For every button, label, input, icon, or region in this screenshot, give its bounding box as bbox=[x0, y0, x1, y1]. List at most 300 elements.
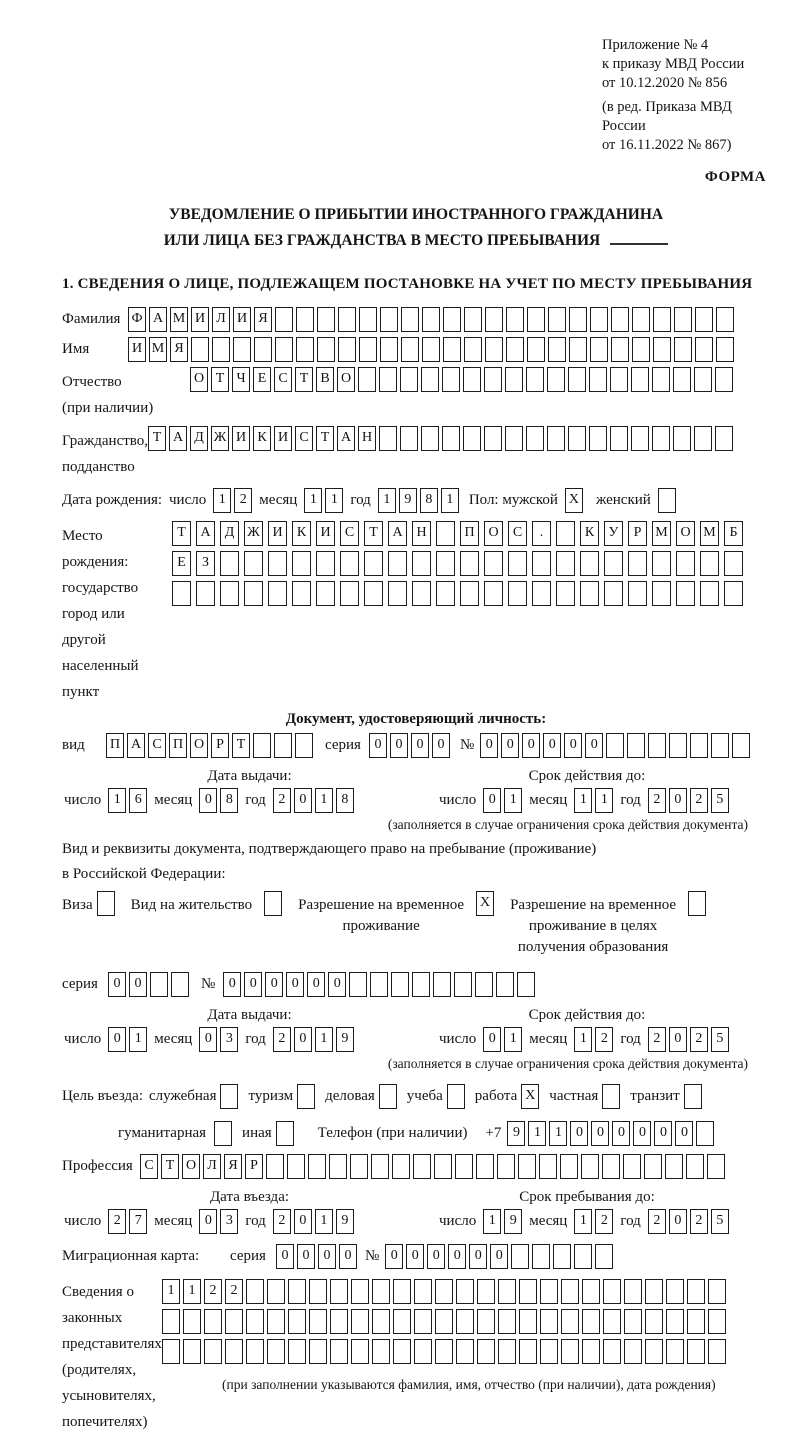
birth-year-cells[interactable] bbox=[378, 488, 459, 513]
char-cell[interactable] bbox=[687, 1309, 705, 1334]
char-cell[interactable] bbox=[330, 1309, 348, 1334]
firstname-cells[interactable] bbox=[128, 337, 734, 362]
char-cell[interactable]: 0 bbox=[406, 1244, 424, 1269]
purpose-business-checkbox[interactable] bbox=[379, 1084, 397, 1109]
char-cell[interactable] bbox=[97, 891, 115, 916]
char-cell[interactable] bbox=[421, 426, 439, 451]
char-cell[interactable]: 1 bbox=[315, 1027, 333, 1052]
char-cell[interactable]: 1 bbox=[183, 1279, 201, 1304]
char-cell[interactable] bbox=[690, 733, 708, 758]
char-cell[interactable] bbox=[645, 1279, 663, 1304]
char-cell[interactable]: 0 bbox=[385, 1244, 403, 1269]
char-cell[interactable]: П bbox=[169, 733, 187, 758]
char-cell[interactable]: 9 bbox=[504, 1209, 522, 1234]
char-cell[interactable] bbox=[561, 1279, 579, 1304]
char-cell[interactable] bbox=[412, 972, 430, 997]
char-cell[interactable] bbox=[317, 337, 335, 362]
char-cell[interactable] bbox=[338, 307, 356, 332]
char-cell[interactable] bbox=[476, 1154, 494, 1179]
char-cell[interactable] bbox=[508, 551, 527, 576]
char-cell[interactable]: 0 bbox=[244, 972, 262, 997]
char-cell[interactable]: 0 bbox=[199, 788, 217, 813]
char-cell[interactable] bbox=[296, 337, 314, 362]
char-cell[interactable] bbox=[183, 1309, 201, 1334]
char-cell[interactable]: 0 bbox=[318, 1244, 336, 1269]
char-cell[interactable] bbox=[624, 1309, 642, 1334]
char-cell[interactable] bbox=[688, 891, 706, 916]
char-cell[interactable]: 0 bbox=[483, 788, 501, 813]
residence-permit-checkbox[interactable] bbox=[264, 891, 282, 916]
birthplace-cells-row2[interactable] bbox=[172, 551, 743, 576]
char-cell[interactable]: Л bbox=[203, 1154, 221, 1179]
char-cell[interactable] bbox=[631, 367, 649, 392]
char-cell[interactable] bbox=[519, 1309, 537, 1334]
char-cell[interactable]: 1 bbox=[595, 788, 613, 813]
char-cell[interactable] bbox=[540, 1309, 558, 1334]
char-cell[interactable]: 5 bbox=[711, 1027, 729, 1052]
char-cell[interactable]: И bbox=[274, 426, 292, 451]
char-cell[interactable]: 2 bbox=[204, 1279, 222, 1304]
entry-month-cells[interactable] bbox=[199, 1209, 238, 1234]
char-cell[interactable]: Т bbox=[211, 367, 229, 392]
char-cell[interactable] bbox=[631, 426, 649, 451]
birth-month-cells[interactable] bbox=[304, 488, 343, 513]
char-cell[interactable] bbox=[401, 307, 419, 332]
char-cell[interactable]: X bbox=[521, 1084, 539, 1109]
char-cell[interactable]: 5 bbox=[711, 788, 729, 813]
res-valid-day-cells[interactable] bbox=[483, 1027, 522, 1052]
char-cell[interactable] bbox=[556, 581, 575, 606]
char-cell[interactable] bbox=[561, 1309, 579, 1334]
char-cell[interactable]: 0 bbox=[669, 1027, 687, 1052]
char-cell[interactable]: Б bbox=[724, 521, 743, 546]
char-cell[interactable] bbox=[433, 972, 451, 997]
char-cell[interactable]: 0 bbox=[543, 733, 561, 758]
char-cell[interactable] bbox=[225, 1339, 243, 1364]
char-cell[interactable] bbox=[246, 1279, 264, 1304]
char-cell[interactable] bbox=[497, 1154, 515, 1179]
char-cell[interactable]: 0 bbox=[654, 1121, 672, 1146]
char-cell[interactable] bbox=[370, 972, 388, 997]
stay-year-cells[interactable] bbox=[648, 1209, 729, 1234]
char-cell[interactable] bbox=[665, 1154, 683, 1179]
char-cell[interactable] bbox=[214, 1121, 232, 1146]
char-cell[interactable] bbox=[603, 1279, 621, 1304]
char-cell[interactable]: Т bbox=[148, 426, 166, 451]
char-cell[interactable]: . bbox=[532, 521, 551, 546]
char-cell[interactable] bbox=[556, 521, 575, 546]
char-cell[interactable]: 1 bbox=[315, 788, 333, 813]
res-issue-day-cells[interactable] bbox=[108, 1027, 147, 1052]
char-cell[interactable] bbox=[380, 337, 398, 362]
char-cell[interactable] bbox=[695, 337, 713, 362]
birth-day-cells[interactable] bbox=[213, 488, 252, 513]
char-cell[interactable] bbox=[359, 307, 377, 332]
char-cell[interactable] bbox=[267, 1279, 285, 1304]
char-cell[interactable] bbox=[191, 337, 209, 362]
char-cell[interactable] bbox=[392, 1154, 410, 1179]
char-cell[interactable]: А bbox=[169, 426, 187, 451]
char-cell[interactable] bbox=[244, 551, 263, 576]
char-cell[interactable]: Н bbox=[412, 521, 431, 546]
doc-issue-day-cells[interactable] bbox=[108, 788, 147, 813]
char-cell[interactable] bbox=[653, 337, 671, 362]
char-cell[interactable] bbox=[632, 307, 650, 332]
char-cell[interactable] bbox=[244, 581, 263, 606]
char-cell[interactable] bbox=[330, 1279, 348, 1304]
char-cell[interactable] bbox=[359, 337, 377, 362]
char-cell[interactable] bbox=[447, 1084, 465, 1109]
purpose-transit-checkbox[interactable] bbox=[684, 1084, 702, 1109]
char-cell[interactable] bbox=[674, 337, 692, 362]
legal-reps-cells-row1[interactable] bbox=[162, 1279, 726, 1304]
char-cell[interactable]: 0 bbox=[669, 1209, 687, 1234]
char-cell[interactable] bbox=[653, 307, 671, 332]
char-cell[interactable] bbox=[351, 1309, 369, 1334]
char-cell[interactable] bbox=[412, 551, 431, 576]
surname-cells[interactable] bbox=[128, 307, 734, 332]
char-cell[interactable] bbox=[254, 337, 272, 362]
char-cell[interactable]: В bbox=[316, 367, 334, 392]
char-cell[interactable] bbox=[532, 1244, 550, 1269]
temp-residence-checkbox[interactable] bbox=[476, 891, 494, 916]
doc-series-cells[interactable] bbox=[369, 733, 450, 758]
char-cell[interactable] bbox=[436, 521, 455, 546]
char-cell[interactable]: 0 bbox=[369, 733, 387, 758]
char-cell[interactable] bbox=[652, 367, 670, 392]
char-cell[interactable] bbox=[518, 1154, 536, 1179]
char-cell[interactable] bbox=[435, 1339, 453, 1364]
char-cell[interactable] bbox=[401, 337, 419, 362]
char-cell[interactable]: Р bbox=[628, 521, 647, 546]
char-cell[interactable] bbox=[204, 1309, 222, 1334]
char-cell[interactable] bbox=[484, 367, 502, 392]
char-cell[interactable]: 0 bbox=[307, 972, 325, 997]
char-cell[interactable]: 0 bbox=[286, 972, 304, 997]
char-cell[interactable]: 0 bbox=[483, 1027, 501, 1052]
char-cell[interactable] bbox=[724, 551, 743, 576]
char-cell[interactable] bbox=[364, 581, 383, 606]
char-cell[interactable] bbox=[463, 426, 481, 451]
char-cell[interactable] bbox=[580, 551, 599, 576]
char-cell[interactable] bbox=[628, 551, 647, 576]
char-cell[interactable] bbox=[560, 1154, 578, 1179]
char-cell[interactable] bbox=[595, 1244, 613, 1269]
char-cell[interactable] bbox=[652, 581, 671, 606]
char-cell[interactable] bbox=[506, 337, 524, 362]
char-cell[interactable] bbox=[532, 581, 551, 606]
char-cell[interactable] bbox=[527, 337, 545, 362]
doc-issue-year-cells[interactable] bbox=[273, 788, 354, 813]
char-cell[interactable]: О bbox=[484, 521, 503, 546]
char-cell[interactable] bbox=[460, 551, 479, 576]
char-cell[interactable] bbox=[581, 1154, 599, 1179]
birthplace-cells-row1[interactable] bbox=[172, 521, 743, 546]
char-cell[interactable] bbox=[582, 1309, 600, 1334]
char-cell[interactable]: 0 bbox=[585, 733, 603, 758]
char-cell[interactable] bbox=[434, 1154, 452, 1179]
char-cell[interactable] bbox=[484, 426, 502, 451]
char-cell[interactable]: 0 bbox=[108, 1027, 126, 1052]
char-cell[interactable] bbox=[220, 581, 239, 606]
char-cell[interactable]: 0 bbox=[570, 1121, 588, 1146]
res-valid-year-cells[interactable] bbox=[648, 1027, 729, 1052]
char-cell[interactable] bbox=[652, 551, 671, 576]
char-cell[interactable] bbox=[309, 1309, 327, 1334]
char-cell[interactable]: Т bbox=[172, 521, 191, 546]
char-cell[interactable] bbox=[350, 1154, 368, 1179]
char-cell[interactable] bbox=[602, 1154, 620, 1179]
char-cell[interactable]: 0 bbox=[501, 733, 519, 758]
char-cell[interactable]: Я bbox=[224, 1154, 242, 1179]
char-cell[interactable] bbox=[732, 733, 750, 758]
char-cell[interactable] bbox=[171, 972, 189, 997]
char-cell[interactable] bbox=[580, 581, 599, 606]
char-cell[interactable]: И bbox=[128, 337, 146, 362]
char-cell[interactable]: 0 bbox=[199, 1027, 217, 1052]
char-cell[interactable] bbox=[724, 581, 743, 606]
char-cell[interactable]: 5 bbox=[711, 1209, 729, 1234]
char-cell[interactable] bbox=[220, 551, 239, 576]
char-cell[interactable]: 3 bbox=[220, 1027, 238, 1052]
char-cell[interactable] bbox=[463, 367, 481, 392]
char-cell[interactable] bbox=[568, 426, 586, 451]
phone-cells[interactable] bbox=[507, 1121, 714, 1146]
char-cell[interactable] bbox=[150, 972, 168, 997]
doc-kind-cells[interactable] bbox=[106, 733, 313, 758]
char-cell[interactable]: 1 bbox=[549, 1121, 567, 1146]
char-cell[interactable] bbox=[687, 1339, 705, 1364]
char-cell[interactable]: 0 bbox=[108, 972, 126, 997]
char-cell[interactable] bbox=[172, 581, 191, 606]
char-cell[interactable] bbox=[292, 551, 311, 576]
char-cell[interactable] bbox=[275, 307, 293, 332]
char-cell[interactable]: 0 bbox=[522, 733, 540, 758]
char-cell[interactable]: 1 bbox=[108, 788, 126, 813]
char-cell[interactable] bbox=[548, 307, 566, 332]
char-cell[interactable]: С bbox=[508, 521, 527, 546]
char-cell[interactable] bbox=[604, 581, 623, 606]
char-cell[interactable] bbox=[212, 337, 230, 362]
char-cell[interactable] bbox=[602, 1084, 620, 1109]
char-cell[interactable]: О bbox=[190, 367, 208, 392]
mig-number-cells[interactable] bbox=[385, 1244, 613, 1269]
char-cell[interactable] bbox=[393, 1339, 411, 1364]
char-cell[interactable]: С bbox=[148, 733, 166, 758]
char-cell[interactable] bbox=[582, 1339, 600, 1364]
char-cell[interactable]: 0 bbox=[490, 1244, 508, 1269]
char-cell[interactable] bbox=[233, 337, 251, 362]
char-cell[interactable] bbox=[694, 367, 712, 392]
char-cell[interactable] bbox=[484, 581, 503, 606]
char-cell[interactable]: 1 bbox=[483, 1209, 501, 1234]
char-cell[interactable]: Т bbox=[316, 426, 334, 451]
char-cell[interactable]: Н bbox=[358, 426, 376, 451]
char-cell[interactable]: 2 bbox=[234, 488, 252, 513]
char-cell[interactable] bbox=[590, 337, 608, 362]
char-cell[interactable] bbox=[708, 1339, 726, 1364]
char-cell[interactable]: Д bbox=[190, 426, 208, 451]
char-cell[interactable] bbox=[442, 426, 460, 451]
char-cell[interactable] bbox=[527, 307, 545, 332]
char-cell[interactable] bbox=[464, 307, 482, 332]
char-cell[interactable]: Ж bbox=[211, 426, 229, 451]
char-cell[interactable] bbox=[547, 426, 565, 451]
char-cell[interactable]: 0 bbox=[328, 972, 346, 997]
char-cell[interactable]: 0 bbox=[591, 1121, 609, 1146]
char-cell[interactable] bbox=[632, 337, 650, 362]
char-cell[interactable] bbox=[532, 551, 551, 576]
char-cell[interactable]: О bbox=[182, 1154, 200, 1179]
char-cell[interactable]: 2 bbox=[648, 1209, 666, 1234]
char-cell[interactable]: А bbox=[196, 521, 215, 546]
char-cell[interactable] bbox=[623, 1154, 641, 1179]
char-cell[interactable] bbox=[364, 551, 383, 576]
char-cell[interactable] bbox=[627, 733, 645, 758]
char-cell[interactable]: 2 bbox=[648, 1027, 666, 1052]
char-cell[interactable] bbox=[274, 733, 292, 758]
char-cell[interactable] bbox=[162, 1309, 180, 1334]
char-cell[interactable] bbox=[379, 367, 397, 392]
char-cell[interactable] bbox=[379, 1084, 397, 1109]
res-series-cells[interactable] bbox=[108, 972, 189, 997]
char-cell[interactable] bbox=[498, 1279, 516, 1304]
char-cell[interactable] bbox=[511, 1244, 529, 1269]
char-cell[interactable]: 0 bbox=[432, 733, 450, 758]
char-cell[interactable] bbox=[582, 1279, 600, 1304]
char-cell[interactable] bbox=[220, 1084, 238, 1109]
char-cell[interactable] bbox=[498, 1309, 516, 1334]
sex-male-checkbox[interactable] bbox=[565, 488, 583, 513]
char-cell[interactable] bbox=[610, 367, 628, 392]
char-cell[interactable]: 0 bbox=[480, 733, 498, 758]
char-cell[interactable]: 0 bbox=[675, 1121, 693, 1146]
char-cell[interactable]: 2 bbox=[225, 1279, 243, 1304]
char-cell[interactable]: 2 bbox=[595, 1027, 613, 1052]
char-cell[interactable]: А bbox=[388, 521, 407, 546]
char-cell[interactable] bbox=[694, 426, 712, 451]
char-cell[interactable] bbox=[292, 581, 311, 606]
char-cell[interactable]: Ч bbox=[232, 367, 250, 392]
doc-valid-day-cells[interactable] bbox=[483, 788, 522, 813]
char-cell[interactable] bbox=[464, 337, 482, 362]
char-cell[interactable]: К bbox=[253, 426, 271, 451]
char-cell[interactable] bbox=[477, 1339, 495, 1364]
char-cell[interactable] bbox=[340, 581, 359, 606]
char-cell[interactable] bbox=[276, 1121, 294, 1146]
char-cell[interactable] bbox=[288, 1339, 306, 1364]
char-cell[interactable]: 2 bbox=[273, 1027, 291, 1052]
purpose-other-checkbox[interactable] bbox=[276, 1121, 294, 1146]
char-cell[interactable] bbox=[687, 1279, 705, 1304]
char-cell[interactable]: Ф bbox=[128, 307, 146, 332]
legal-reps-cells-row3[interactable] bbox=[162, 1339, 726, 1364]
char-cell[interactable]: 8 bbox=[220, 788, 238, 813]
char-cell[interactable]: 0 bbox=[633, 1121, 651, 1146]
char-cell[interactable]: 0 bbox=[612, 1121, 630, 1146]
char-cell[interactable]: С bbox=[295, 426, 313, 451]
char-cell[interactable] bbox=[611, 337, 629, 362]
char-cell[interactable] bbox=[316, 581, 335, 606]
char-cell[interactable]: 2 bbox=[108, 1209, 126, 1234]
char-cell[interactable] bbox=[268, 551, 287, 576]
char-cell[interactable]: Т bbox=[364, 521, 383, 546]
char-cell[interactable] bbox=[517, 972, 535, 997]
char-cell[interactable] bbox=[267, 1339, 285, 1364]
char-cell[interactable] bbox=[412, 581, 431, 606]
char-cell[interactable] bbox=[372, 1279, 390, 1304]
char-cell[interactable] bbox=[505, 367, 523, 392]
char-cell[interactable] bbox=[288, 1309, 306, 1334]
char-cell[interactable] bbox=[716, 337, 734, 362]
char-cell[interactable]: М bbox=[149, 337, 167, 362]
char-cell[interactable]: 2 bbox=[273, 1209, 291, 1234]
char-cell[interactable]: 2 bbox=[648, 788, 666, 813]
char-cell[interactable]: Т bbox=[161, 1154, 179, 1179]
char-cell[interactable]: 0 bbox=[390, 733, 408, 758]
birthplace-cells-row3[interactable] bbox=[172, 581, 743, 606]
char-cell[interactable] bbox=[700, 581, 719, 606]
char-cell[interactable] bbox=[540, 1339, 558, 1364]
char-cell[interactable]: 1 bbox=[304, 488, 322, 513]
char-cell[interactable] bbox=[309, 1339, 327, 1364]
char-cell[interactable] bbox=[422, 337, 440, 362]
char-cell[interactable] bbox=[455, 1154, 473, 1179]
char-cell[interactable]: 0 bbox=[427, 1244, 445, 1269]
char-cell[interactable]: 0 bbox=[223, 972, 241, 997]
stay-month-cells[interactable] bbox=[574, 1209, 613, 1234]
char-cell[interactable] bbox=[676, 581, 695, 606]
char-cell[interactable] bbox=[297, 1084, 315, 1109]
char-cell[interactable]: 0 bbox=[564, 733, 582, 758]
purpose-tourism-checkbox[interactable] bbox=[297, 1084, 315, 1109]
char-cell[interactable] bbox=[645, 1309, 663, 1334]
char-cell[interactable]: 0 bbox=[276, 1244, 294, 1269]
char-cell[interactable] bbox=[652, 426, 670, 451]
char-cell[interactable] bbox=[372, 1339, 390, 1364]
char-cell[interactable] bbox=[674, 307, 692, 332]
char-cell[interactable] bbox=[183, 1339, 201, 1364]
char-cell[interactable] bbox=[666, 1309, 684, 1334]
char-cell[interactable] bbox=[268, 581, 287, 606]
char-cell[interactable] bbox=[379, 426, 397, 451]
char-cell[interactable]: 0 bbox=[297, 1244, 315, 1269]
char-cell[interactable] bbox=[696, 1121, 714, 1146]
char-cell[interactable] bbox=[561, 1339, 579, 1364]
char-cell[interactable] bbox=[246, 1339, 264, 1364]
char-cell[interactable]: 7 bbox=[129, 1209, 147, 1234]
char-cell[interactable]: И bbox=[268, 521, 287, 546]
char-cell[interactable]: З bbox=[196, 551, 215, 576]
char-cell[interactable] bbox=[715, 367, 733, 392]
char-cell[interactable]: 1 bbox=[574, 1209, 592, 1234]
char-cell[interactable] bbox=[351, 1279, 369, 1304]
char-cell[interactable]: 1 bbox=[441, 488, 459, 513]
char-cell[interactable] bbox=[391, 972, 409, 997]
char-cell[interactable] bbox=[414, 1279, 432, 1304]
char-cell[interactable] bbox=[553, 1244, 571, 1269]
char-cell[interactable]: О bbox=[190, 733, 208, 758]
char-cell[interactable] bbox=[604, 551, 623, 576]
char-cell[interactable]: И bbox=[316, 521, 335, 546]
char-cell[interactable] bbox=[246, 1309, 264, 1334]
char-cell[interactable]: X bbox=[476, 891, 494, 916]
purpose-work-checkbox[interactable] bbox=[521, 1084, 539, 1109]
char-cell[interactable]: 0 bbox=[469, 1244, 487, 1269]
char-cell[interactable] bbox=[505, 426, 523, 451]
char-cell[interactable] bbox=[204, 1339, 222, 1364]
char-cell[interactable]: С bbox=[274, 367, 292, 392]
